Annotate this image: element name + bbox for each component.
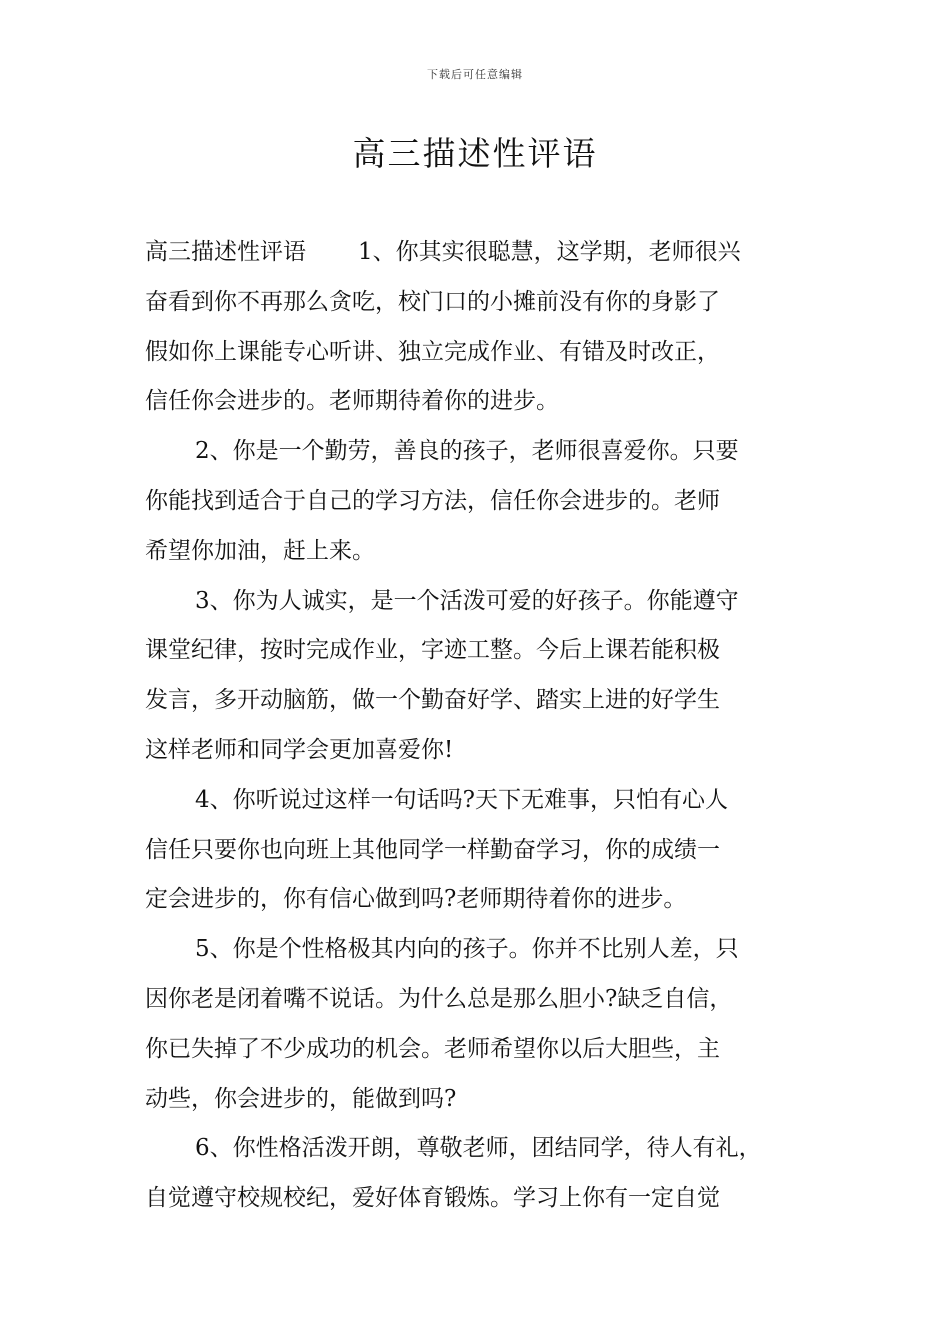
text-line: 课堂纪律，按时完成作业，字迹工整。今后上课若能积极 — [145, 637, 720, 664]
text-line: 奋看到你不再那么贪吃，校门口的小摊前没有你的身影了 — [145, 288, 720, 315]
header-note: 下载后可任意编辑 — [427, 68, 523, 81]
paragraph-start-line: 6、你性格活泼开朗，尊敬老师，团结同学，待人有礼， — [195, 1135, 762, 1162]
text-line: 你已失掉了不少成功的机会。老师希望你以后大胆些，主 — [145, 1035, 720, 1062]
text-line: 信任你会进步的。老师期待着你的进步。 — [145, 388, 559, 415]
text-line: 希望你加油，赶上来。 — [145, 537, 375, 564]
text-line: 自觉遵守校规校纪，爱好体育锻炼。学习上你有一定自觉 — [145, 1185, 720, 1212]
text-line: 动些，你会进步的，能做到吗? — [145, 1085, 457, 1112]
paragraph-start-line: 2、你是一个勤劳，善良的孩子，老师很喜爱你。只要 — [195, 438, 739, 465]
text-line: 定会进步的，你有信心做到吗?老师期待着你的进步。 — [145, 886, 687, 913]
document-title: 高三描述性评语 — [352, 134, 598, 173]
paragraph-start-line: 3、你为人诚实，是一个活泼可爱的好孩子。你能遵守 — [195, 587, 739, 614]
paragraph-start-line: 4、你听说过这样一句话吗?天下无难事，只怕有心人 — [195, 786, 728, 813]
text-line: 你能找到适合于自己的学习方法，信任你会进步的。老师 — [145, 487, 720, 514]
text-line: 信任只要你也向班上其他同学一样勤奋学习，你的成绩一 — [145, 836, 720, 863]
text-line — [145, 228, 825, 278]
document-body — [145, 228, 825, 1224]
line-text: 1、你其实很聪慧，这学期，老师很兴 — [358, 239, 741, 265]
paragraph-start-line: 5、你是个性格极其内向的孩子。你并不比别人差，只 — [195, 936, 739, 963]
text-line: 这样老师和同学会更加喜爱你! — [145, 736, 454, 763]
text-line: 发言，多开动脑筋，做一个勤奋好学、踏实上进的好学生 — [145, 687, 720, 714]
text-line: 因你老是闭着嘴不说话。为什么总是那么胆小?缺乏自信， — [145, 985, 733, 1012]
text-line: 假如你上课能专心听讲、独立完成作业、有错及时改正， — [145, 338, 720, 365]
inline-title: 高三描述性评语 — [145, 239, 306, 265]
